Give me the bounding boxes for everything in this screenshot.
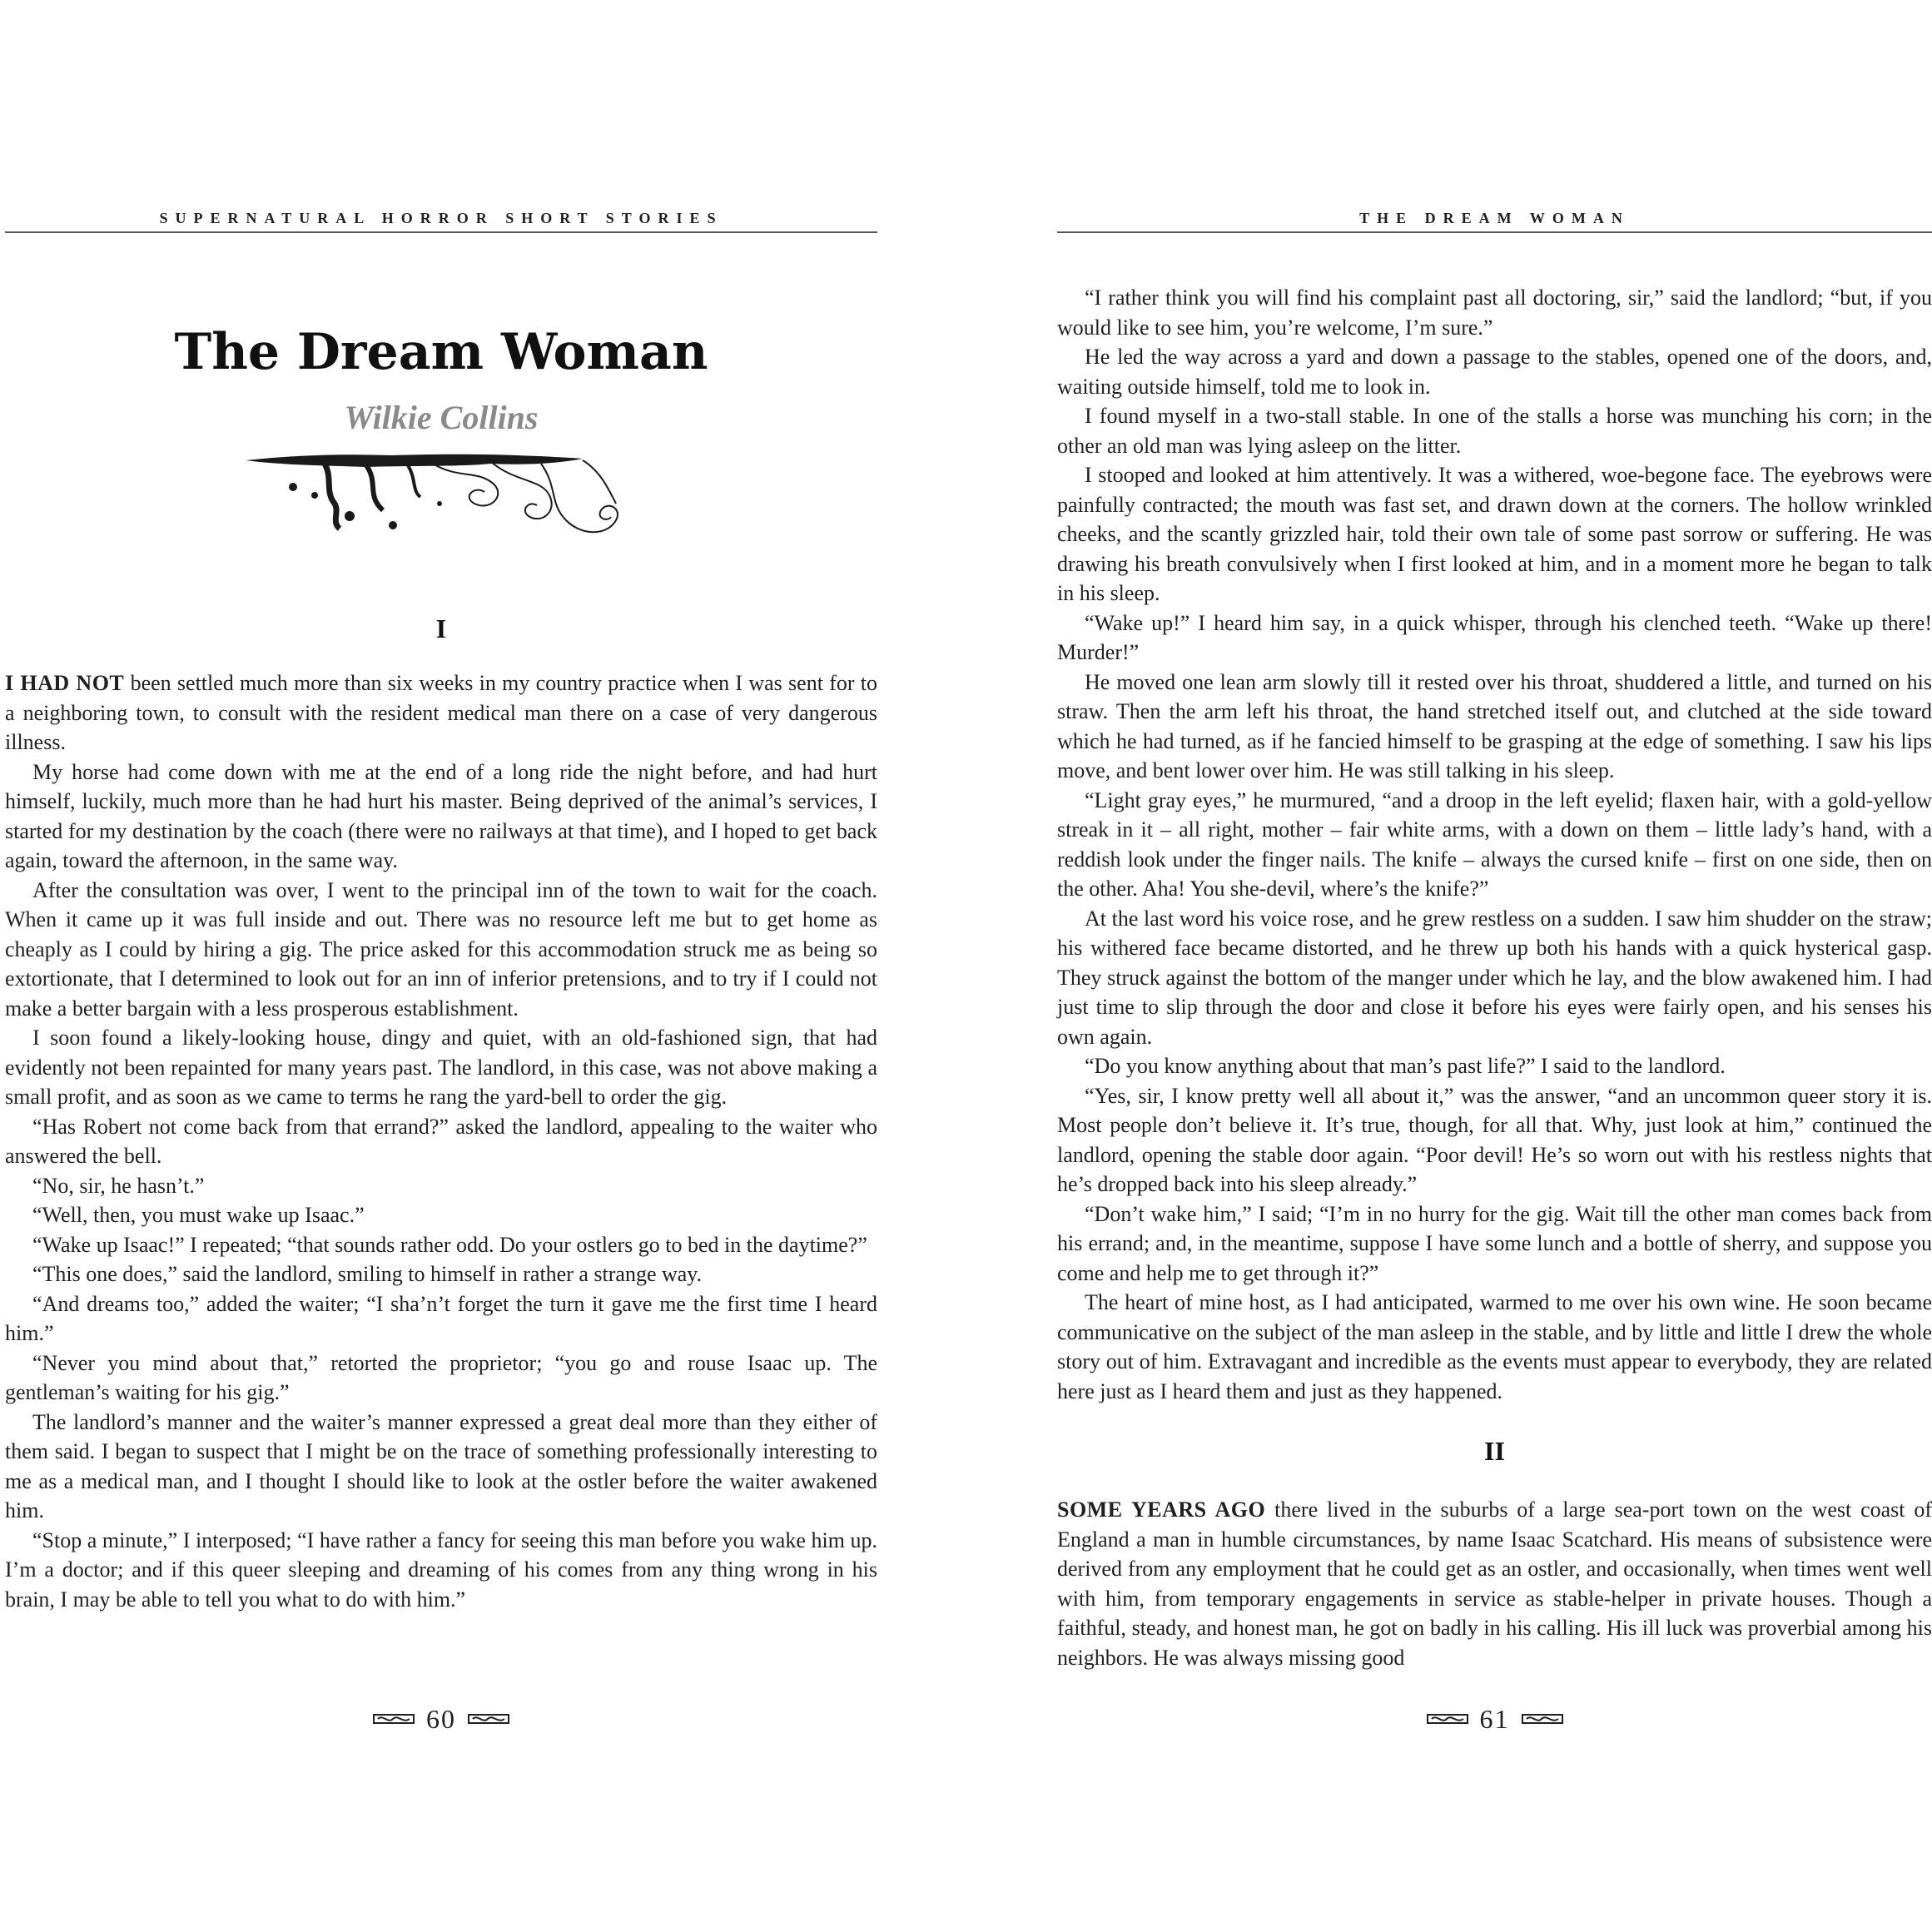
scroll-ornament-icon [1522,1712,1563,1726]
paragraph: “Do you know anything about that man’s past life?” I said to the landlord. [1085,1054,1726,1078]
scroll-ornament-icon [468,1712,509,1726]
paragraph: “Well, then, you must wake up Isaac.” [32,1203,365,1227]
paragraph: I HAD NOT been settled much more than six weeks in my country practice when I was sent for to a neighboring town, to consult with the resident medical man there on a case of very dangerous illness. [5,671,878,754]
paragraph: “Don’t wake him,” I said; “I’m in no hurry for the gig. Wait till the other man comes back from his errand; and, in the meantime, suppose I have some lunch and a bottle of sherry, and suppose you come and help me to get through it?” [1057,1201,1932,1285]
page-number: 61 [1479,1703,1510,1734]
page-number-left [5,1702,877,1736]
section-heading-two: II [1484,1436,1505,1466]
story-title: The Dream Woman [174,323,708,381]
header-rule [5,231,877,233]
paragraph: “I rather think you will find his complaint past all doctoring, sir,” said the landlord; “but, if you would like to see him, you’re welcome, I’m sure.” [1057,286,1932,340]
paragraph: He led the way across a yard and down a passage to the stables, opened one of the doors, and, waiting outside himself, told me to look in. [1057,345,1932,399]
paragraph: SOME YEARS AGO there lived in the suburbs of a large sea-port town on the west coast of England a man in humble circumstances, by name Isaac Scatchard. His means of subsistence were derived from any employment that he could get as an ostler, and occasionally, when times went well with him, from temporary engagements in service as stable-helper in private houses. Though a faithful, steady, and honest man, he got on badly in his calling. His ill luck was proverbial among his neighbors. He was always missing good [1057,1497,1932,1670]
paragraph: “Wake up!” I heard him say, in a quick whisper, through his clenched teeth. “Wake up there! Murder!” [1057,610,1932,664]
left-page-body [5,668,877,1614]
ink-splatter-flourish-icon [241,445,658,545]
paragraph: My horse had come down with me at the end of a long ride the night before, and had hurt himself, luckily, much more than he had hurt his master. Being deprived of the animal’s services, I started for my destination by the coach (there were no railways at that time), and I hoped to get back again, toward the afternoon, in the same way. [5,759,877,872]
paragraph: I stooped and looked at him attentively. It was a withered, woe-begone face. The eyebrows were painfully contracted; the mouth was fast set, and drawn down at the corners. The hollow wrinkled cheeks, and the scantly grizzled hair, told their own tale of some past sorrow or suffering. He was drawing his breath convulsively when I first looked at him, and in a moment more he began to talk in his sleep. [1057,463,1932,605]
page-number-right [1057,1702,1932,1736]
right-page-section-body [1057,1495,1932,1672]
paragraph: “Yes, sir, I know pretty well all about it,” was the answer, “and an uncommon queer story it is. Most people don’t believe it. It’s true, though, for all that. Why, just look at him,” continued the landlord, opening the stable door again. “Poor devil! He’s so worn out with his restless nights that he’s dropped back into his sleep already.” [1057,1083,1932,1196]
paragraph: The heart of mine host, as I had anticipated, warmed to me over his own wine. He soon became communicative on the subject of the man asleep in the stable, and by little and little I drew the whole story out of him. Extravagant and incredible as the events must appear to everybody, they are related here just as I heard them and just as they happened. [1057,1290,1932,1403]
paragraph: At the last word his voice rose, and he grew restless on a sudden. I saw him shudder on the straw; his withered face became distorted, and he threw up both his hands with a quick hysterical gasp. They struck against the bottom of the manger under which he lay, and the blow awakened him. I had just time to slip through the door and close it before his eyes were fairly open, and his senses his own again. [1057,906,1932,1049]
lead-words: I HAD NOT [5,671,125,695]
paragraph: The landlord’s manner and the waiter’s manner expressed a great deal more than they either of them said. I began to suspect that I might be on the trace of something professionally interesting to me as a medical man, and I thought I should like to look at the ostler before the waiter awakened him. [5,1409,877,1522]
paragraph: “Wake up Isaac!” I repeated; “that sounds rather odd. Do your ostlers go to bed in the daytime?” [32,1232,867,1257]
story-author: Wilkie Collins [344,399,539,436]
paragraph: “Light gray eyes,” he murmured, “and a droop in the left eyelid; flaxen hair, with a gold-yellow streak in it – all right, mother – fair white arms, with a down on them – little lady’s hand, with a reddish look under the finger nails. The knife – always the cursed knife – first on one side, then on the other. Aha! You she-devil, where’s the knife?” [1057,787,1932,901]
paragraph: “Stop a minute,” I interposed; “I have rather a fancy for seeing this man before you wake him up. I’m a doctor; and if this queer sleeping and dreaming of his comes from any thing wrong in his brain, I may be able to tell you what to do with him.” [5,1527,877,1612]
paragraph: “Never you mind about that,” retorted the proprietor; “you go and rouse Isaac up. The gentleman’s waiting for his gig.” [5,1350,877,1404]
running-head: SUPERNATURAL HORROR SHORT STORIES [159,210,723,226]
running-head: THE DREAM WOMAN [1359,210,1630,226]
paragraph: “Has Robert not come back from that errand?” asked the landlord, appealing to the waiter who answered the bell. [5,1114,877,1168]
page-number: 60 [426,1703,456,1734]
paragraph: He moved one lean arm slowly till it rested over his throat, shuddered a little, and turned on his straw. Then the arm left his throat, the hand stretched itself out, and clutched at the side toward which he had turned, as if he fancied himself to be grasping at the edge of something. I saw his lips move, and bent lower over him. He was still talking in his sleep. [1057,669,1932,782]
lead-words: SOME YEARS AGO [1057,1497,1266,1522]
header-rule [1057,231,1932,233]
paragraph: I found myself in a two-stall stable. In one of the stalls a horse was munching his corn; in the other an old man was lying asleep on the litter. [1057,404,1932,458]
right-page [966,0,1932,1932]
scroll-ornament-icon [1427,1712,1468,1726]
paragraph: After the consultation was over, I went to the principal inn of the town to wait for the coach. When it came up it was full inside and out. There was no resource left me but to get home as cheaply as I could by hiring a gig. The price asked for this accommodation struck me as being so extortionate, that I determined to look out for an inn of inferior pretensions, and to try if I could not make a better bargain with a less prosperous establishment. [5,877,877,1021]
section-heading-one: I [435,613,447,643]
paragraph: “This one does,” said the landlord, smiling to himself in rather a strange way. [32,1262,703,1286]
paragraph: “No, sir, he hasn’t.” [32,1173,205,1198]
paragraph: I soon found a likely-looking house, dingy and quiet, with an old-fashioned sign, that had evidently not been repainted for many years past. The landlord, in this case, was not above making a small profit, and as soon as we came to terms he rang the yard-bell to order the gig. [5,1026,877,1109]
paragraph: “And dreams too,” added the waiter; “I sha’n’t forget the turn it gave me the first time I heard him.” [5,1291,877,1345]
scroll-ornament-icon [373,1712,415,1726]
right-page-body [1057,283,1932,1406]
